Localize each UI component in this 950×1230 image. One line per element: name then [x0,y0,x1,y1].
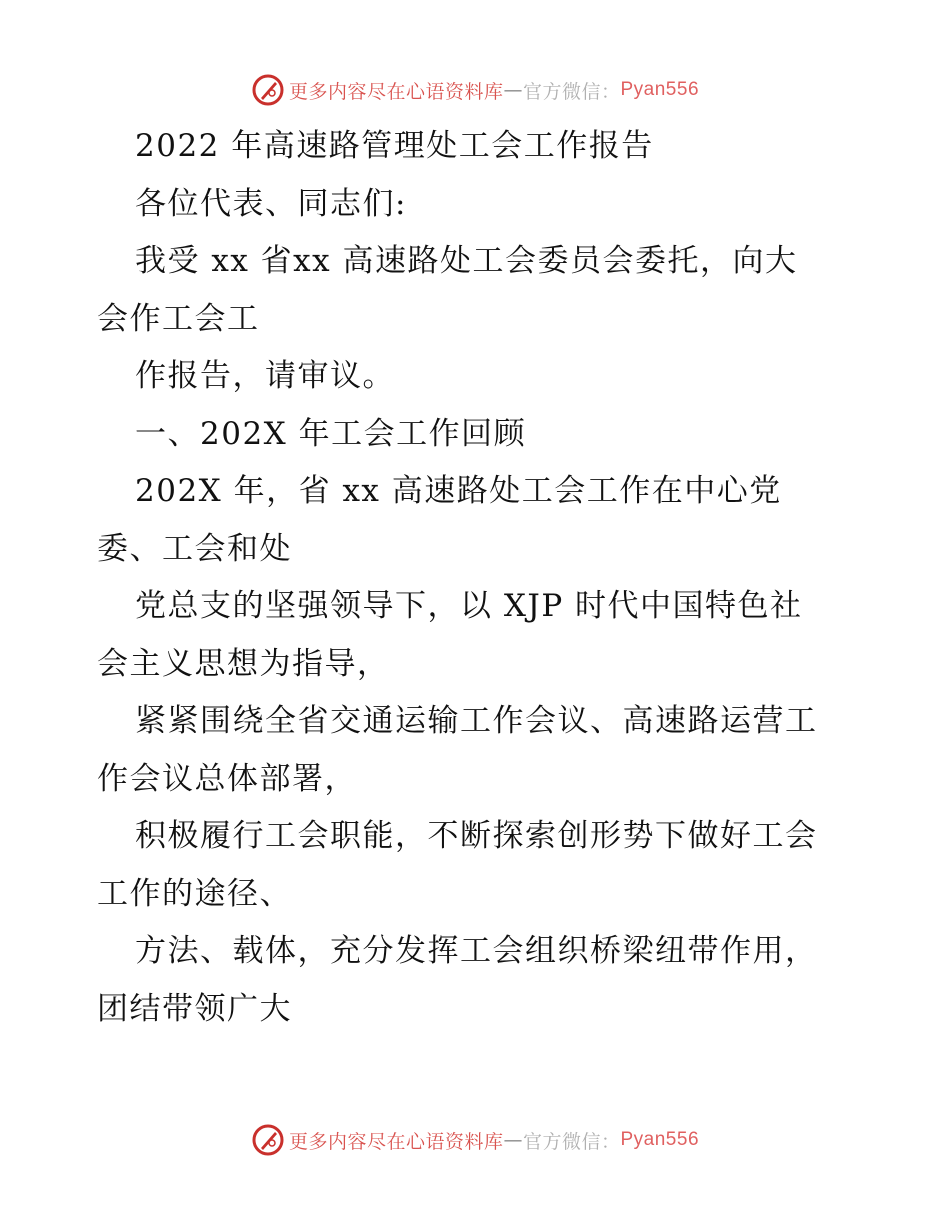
watermark-main-text: 更多内容尽在心语资料库 [288,1130,504,1153]
document-line: 202X 年，省 xx 高速路处工会工作在中心党 [135,473,782,509]
watermark-main-text: 更多内容尽在心语资料库 [288,80,504,103]
document-line: 方法、载体，充分发挥工会组织桥梁纽带作用， [135,933,818,969]
document-line: 2022 年高速路管理处工会工作报告 [135,128,654,164]
document-line: 团结带领广大 [97,990,292,1027]
document-line: 各位代表、同志们: [135,185,407,222]
document-line: 党总支的坚强领导下，以 XJP 时代中国特色社 [135,588,803,624]
document-line: 我受 xx 省xx 高速路处工会委员会委托，向大 [135,243,798,279]
quill-pen-logo-icon [251,1123,285,1157]
watermark-wechat-id: Pyan556 [620,79,700,100]
document-line: 紧紧围绕全省交通运输工作会议、高速路运营工 [135,703,818,739]
document-line: 作会议总体部署， [97,760,357,797]
watermark-wechat-id: Pyan556 [620,1129,700,1150]
document-line: 会主义思想为指导， [97,645,390,682]
document-line: 一、202X 年工会工作回顾 [135,415,527,452]
footer-watermark [0,1120,950,1160]
watermark-wechat-label: 官方微信： [522,1130,621,1153]
document-line: 会作工会工 [97,300,260,337]
document-line: 委、工会和处 [97,530,292,567]
document-body [97,118,857,1038]
document-line: 工作的途径、 [97,875,292,912]
watermark-wechat-label: 官方微信： [522,80,621,103]
quill-pen-logo-icon [251,73,285,107]
document-line: 积极履行工会职能，不断探索创形势下做好工会 [135,818,818,854]
watermark-separator: — [503,1129,523,1151]
document-line: 作报告，请审议。 [135,358,395,394]
watermark-separator: — [503,79,523,101]
header-watermark [0,70,950,110]
